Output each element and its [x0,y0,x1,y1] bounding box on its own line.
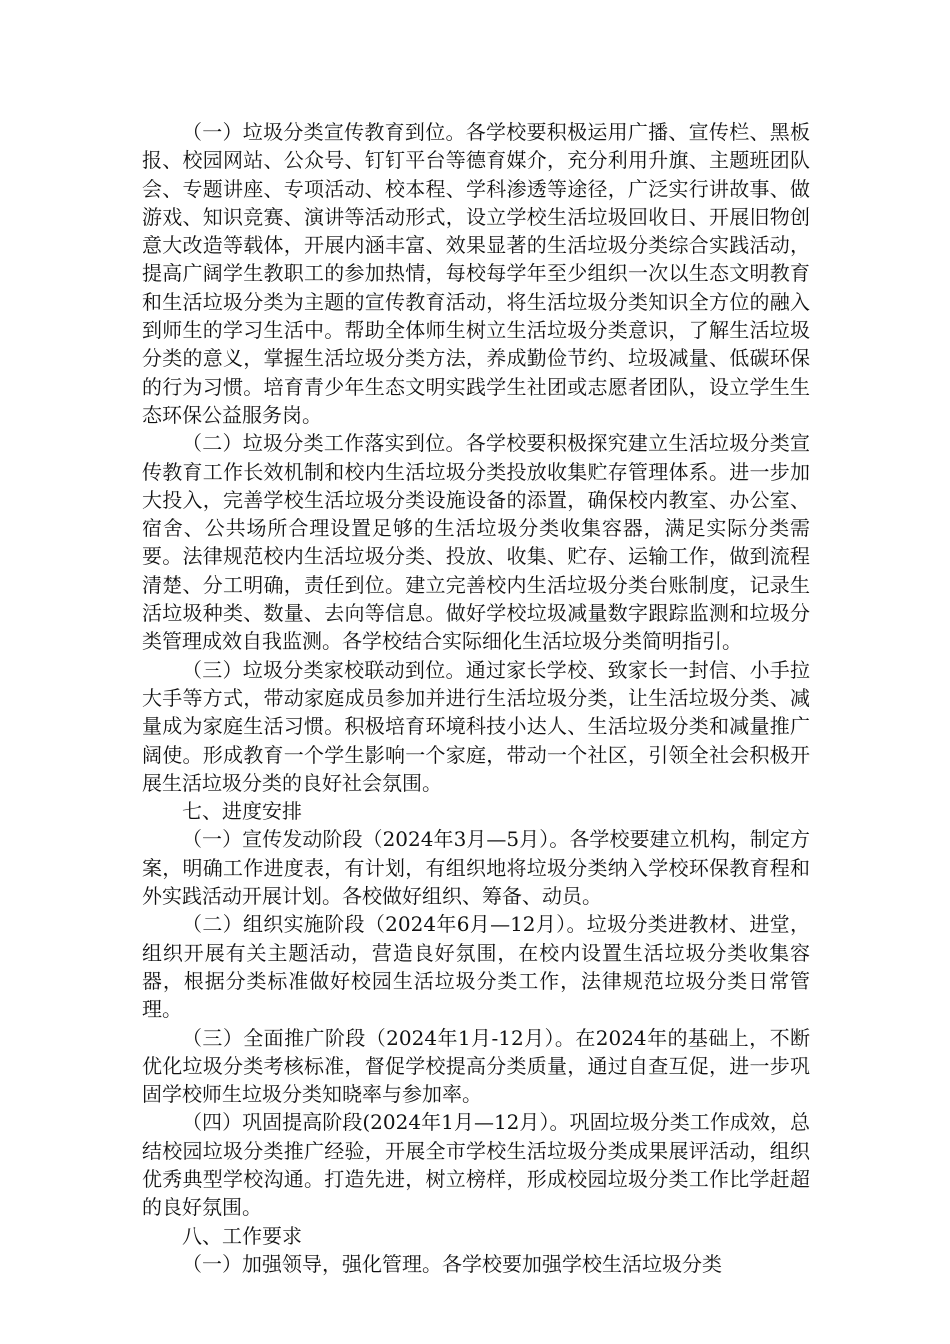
para-propaganda-education: （一）垃圾分类宣传教育到位。各学校要积极运用广播、宣传栏、黑板报、校园网站、公众号、钉钉平台等德育媒介，充分利用升旗、主题班团队会、专题讲座、专项活动、校本程、学科渗透等途径，广泛实行讲故事、做游戏、知识竞赛、演讲等活动形式，设立学校生活垃圾回收日、开展旧物创意大改造等载体，开展内涵丰富、效果显著的生活垃圾分类综合实践活动，提高广阔学生教职工的参加热情，每校每学年至少组织一次以生态文明教育和生活垃圾分类为主题的宣传教育活动，将生活垃圾分类知识全方位的融入到师生的学习生活中。帮助全体师生树立生活垃圾分类意识，了解生活垃圾分类的意义，掌握生活垃圾分类方法，养成勤俭节约、垃圾减量、低碳环保的行为习惯。培育青少年生态文明实践学生社团或志愿者团队，设立学生生态环保公益服务岗。 [142,120,810,427]
heading-schedule: 七、进度安排 [182,799,302,824]
para-work-implementation: （二）垃圾分类工作落实到位。各学校要积极探究建立生活垃圾分类宣传教育工作长效机制和校内生活垃圾分类投放收集贮存管理体系。进一步加大投入，完善学校生活垃圾分类设施设备的添置，确保校内教室、办公室、宿舍、公共场所合理设置足够的生活垃圾分类收集容器，满足实际分类需要。法律规范校内生活垃圾分类、投放、收集、贮存、运输工作，做到流程清楚、分工明确，责任到位。建立完善校内生活垃圾分类台账制度，记录生活垃圾种类、数量、去向等信息。做好学校垃圾减量数字跟踪监测和垃圾分类管理成效自我监测。各学校结合实际细化生活垃圾分类简明指引。 [142,431,810,654]
para-stage-promotion: （三）全面推广阶段（2024年1月-12月）。在2024年的基础上，不断优化垃圾分类考核标准，督促学校提高分类质量，通过自查互促，进一步巩固学校师生垃圾分类知晓率与参加率。 [142,1025,810,1107]
para-stage-implementation: （二）组织实施阶段（2024年6月—12月）。垃圾分类进教材、进堂，组织开展有关主题活动，营造良好氛围，在校内设置生活垃圾分类收集容器，根据分类标准做好校园生活垃圾分类工作，法律规范垃圾分类日常管理。 [142,912,810,1022]
para-stage-mobilization: （一）宣传发动阶段（2024年3月—5月）。各学校要建立机构，制定方案，明确工作进度表，有计划，有组织地将垃圾分类纳入学校环保教育程和外实践活动开展计划。各校做好组织、筹备、动员。 [142,827,810,909]
para-stage-consolidation: （四）巩固提高阶段(2024年1月—12月）。巩固垃圾分类工作成效，总结校园垃圾分类推广经验，开展全市学校生活垃圾分类成果展评活动，组织优秀典型学校沟通。打造先进，树立榜样，形成校园垃圾分类工作比学赶超的良好氛围。 [142,1110,810,1220]
document-body [142,118,810,1278]
para-home-school-linkage: （三）垃圾分类家校联动到位。通过家长学校、致家长一封信、小手拉大手等方式，带动家庭成员参加并进行生活垃圾分类，让生活垃圾分类、减量成为家庭生活习惯。积极培育环境科技小达人、生活垃圾分类和减量推广阔使。形成教育一个学生影响一个家庭，带动一个社区，引领全社会积极开展生活垃圾分类的良好社会氛围。 [142,657,810,795]
heading-work-requirements: 八、工作要求 [182,1223,302,1248]
para-leadership: （一）加强领导，强化管理。各学校要加强学校生活垃圾分类 [182,1251,722,1276]
